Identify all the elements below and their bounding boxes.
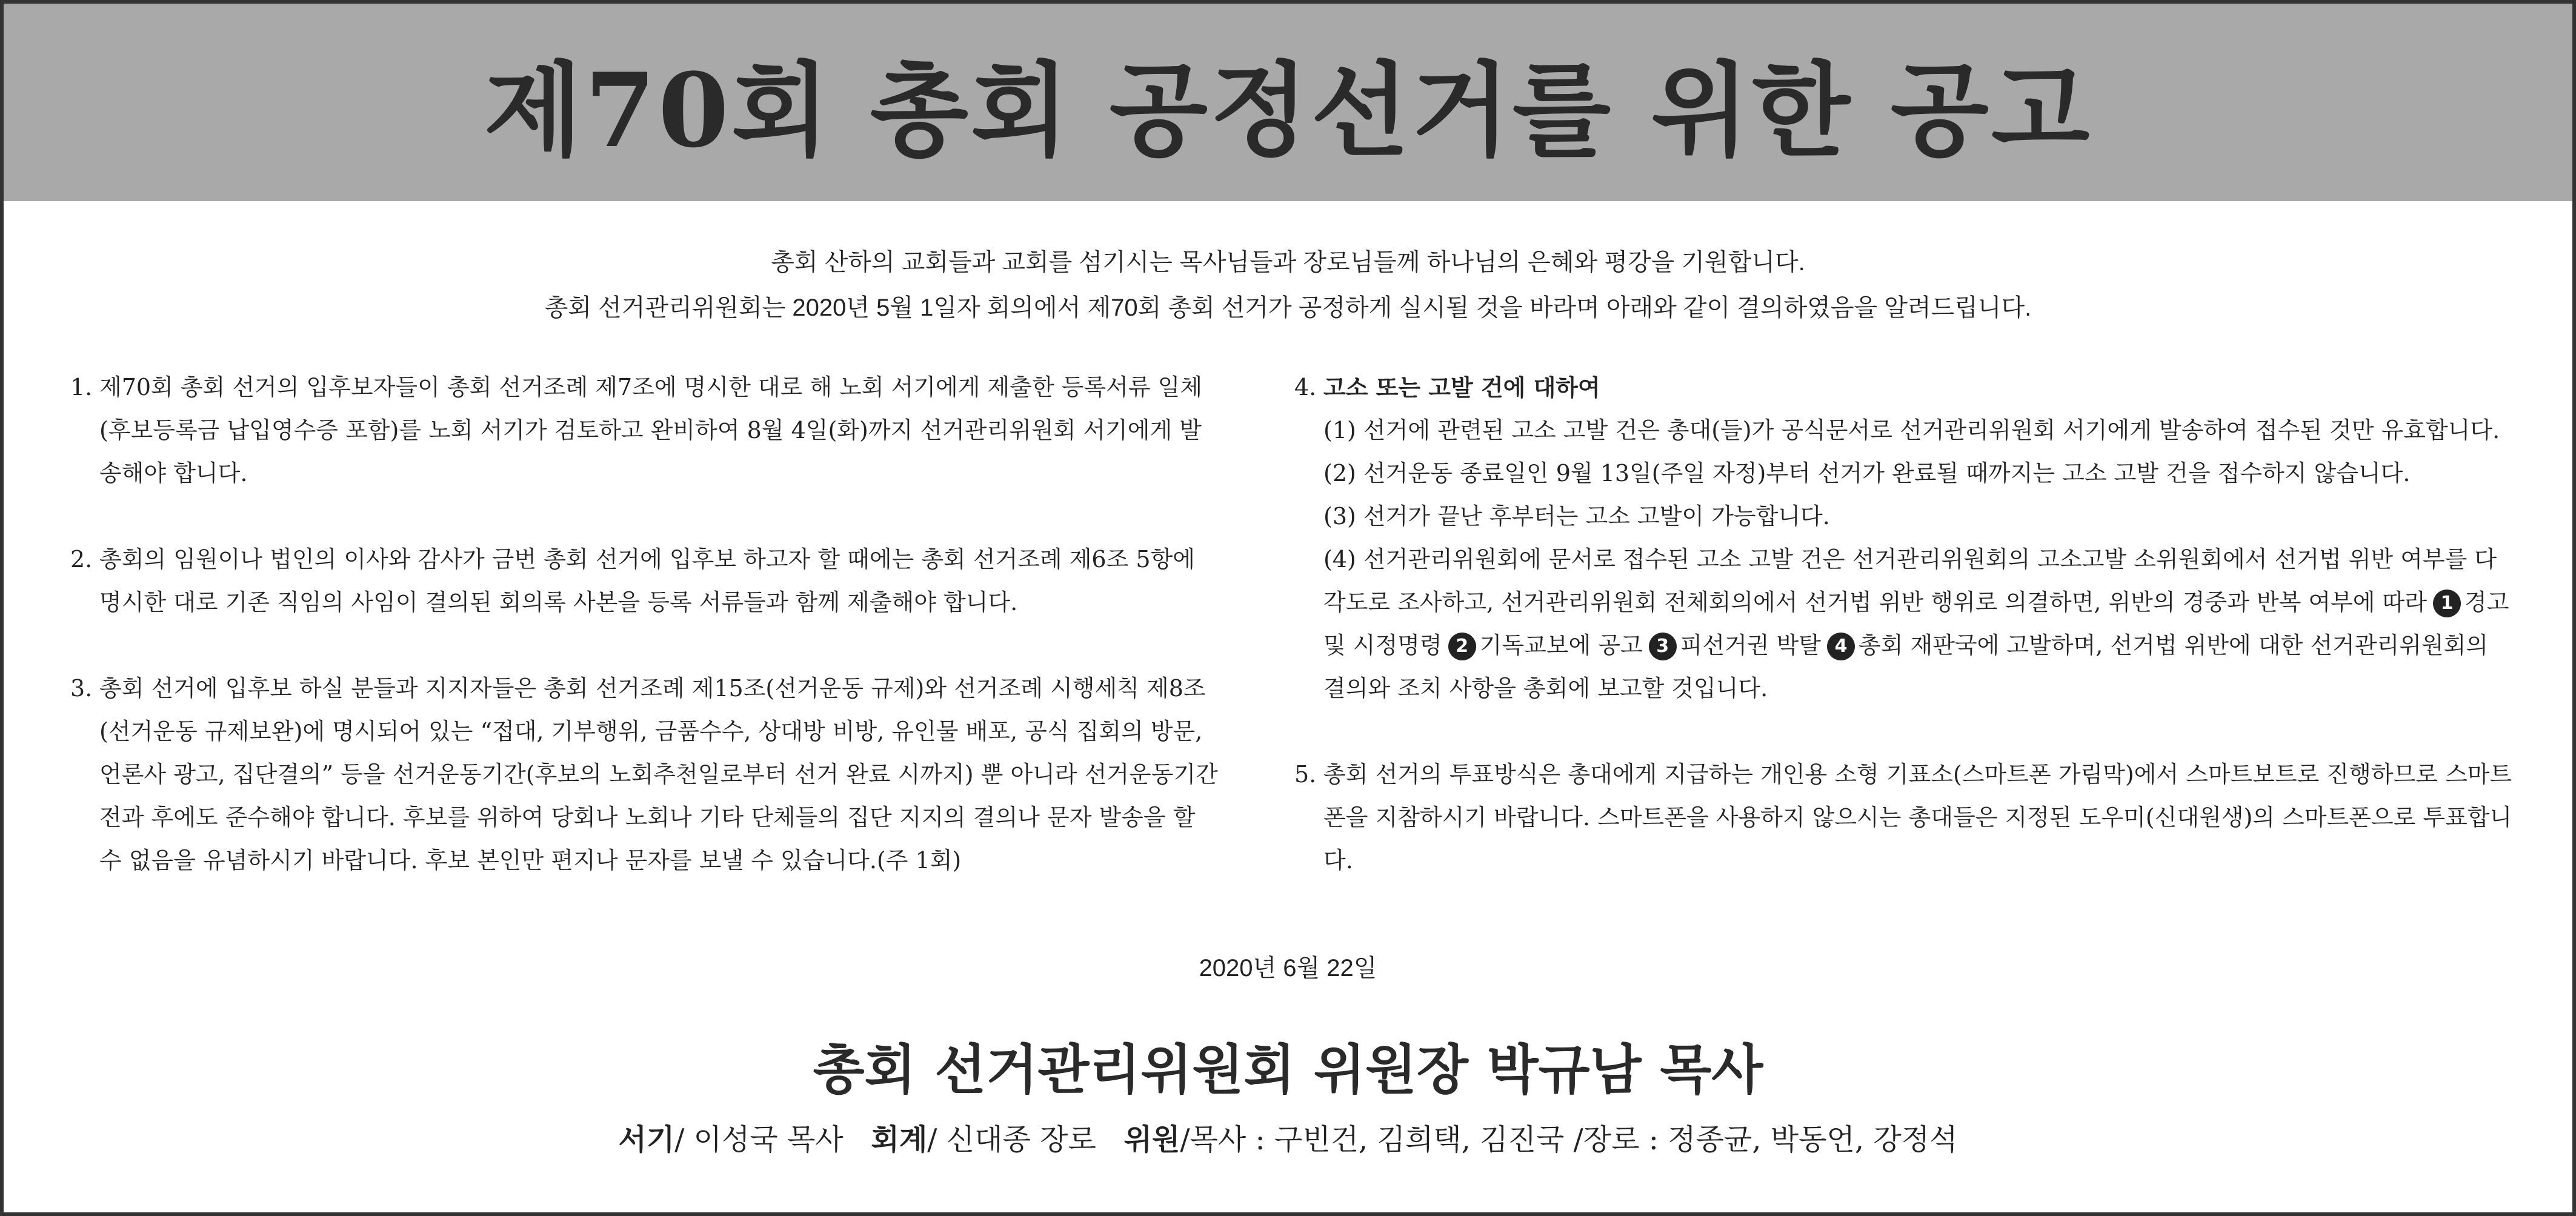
item-text: 총회 선거의 투표방식은 총대에게 지급하는 개인용 소형 기표소(스마트폰 가림막)에서 스마트보트로 진행하므로 스마트폰을 지참하시기 바랍니다. 스마트폰을 사용하지 않으시는 총대들은 지정된 도우미(신대원생)의 스마트폰으로 투표합니다.: [1323, 761, 2512, 874]
item-number: 1.: [70, 374, 93, 400]
notice-item-1: [70, 366, 1222, 495]
secretary-name: / 이성국 목사: [674, 1123, 844, 1157]
item-paragraph-2: (2) 선거운동 종료일인 9월 13일(주일 자정)부터 선거가 완료될 때까지는 고소 고발 건을 접수하지 않습니다.: [1323, 460, 2411, 487]
item-text: 제70회 총회 선거의 입후보자들이 총회 선거조례 제7조에 명시한 대로 해 노회 서기에게 제출한 등록서류 일체(후보등록금 납입영수증 포함)를 노회 서기가 검토하고 완비하여 8월 4일(화)까지 선거관리위원회 서기에게 발송해야 합니다.: [99, 374, 1203, 487]
item-number: 3.: [70, 675, 93, 702]
item-title: 고소 또는 고발 건에 대하여: [1323, 374, 1600, 401]
secretary-label: 서기: [618, 1123, 675, 1157]
circled-number-3-icon: 3: [1649, 633, 1677, 660]
signer-title: 총회 선거관리위원회 위원장 박규남 목사: [813, 1038, 1763, 1101]
notice-item-2: [70, 538, 1222, 624]
notice-title: 제70회 총회 공정선거를 위한 공고: [484, 50, 2092, 170]
item-paragraph-1: (1) 선거에 관련된 고소 고발 건은 총대(들)가 공식문서로 선거관리위원회 서기에게 발송하여 접수된 것만 유효합니다.: [1323, 417, 2500, 444]
treasurer-name: / 신대종 장로: [927, 1123, 1096, 1157]
paragraph-4-start: (4) 선거관리위원회에 문서로 접수된 고소 고발 건은 선거관리위원회의 고소고발 소위원회에서 선거법 위반 여부를 다각도로 조사하고, 선거관리위원회 전체회의에서 선거법 위반 행위로 의결하면, 위반의 경중과 반복 여부에 따라: [1323, 546, 2497, 616]
notice-item-4: [1294, 366, 2514, 710]
committee-names: /목사 : 구빈건, 김희택, 김진국 /장로 : 정종균, 박동언, 강정석: [1180, 1123, 1958, 1157]
item-paragraph-3: (3) 선거가 끝난 후부터는 고소 고발이 가능합니다.: [1323, 503, 1830, 530]
title-banner: [4, 4, 2572, 201]
measure-3: 피선거권 박탈: [1680, 632, 1821, 659]
notice-item-5: [1294, 753, 2514, 882]
committee-label: 위원: [1123, 1123, 1180, 1157]
paragraph-4-end: 선거법 위반에 대한 선거관리위원회의 결의와 조치 사항을 총회에 보고할 것입니다.: [1323, 632, 2488, 702]
measure-4: 총회 재판국에 고발하며,: [1859, 632, 2103, 659]
measure-2: 기독교보에 공고: [1479, 632, 1643, 659]
intro-text: [4, 240, 2572, 331]
circled-number-2-icon: 2: [1448, 633, 1476, 660]
circled-number-4-icon: 4: [1827, 633, 1855, 660]
committee-members: [4, 1116, 2572, 1158]
left-column: [70, 366, 1222, 882]
measure-1: 경고 및 시정명령: [1323, 589, 2509, 659]
treasurer-label: 회계: [871, 1123, 928, 1157]
item-number: 5.: [1294, 761, 1317, 788]
item-number: 4.: [1294, 374, 1317, 400]
item-number: 2.: [70, 546, 93, 573]
intro-line-1: 총회 산하의 교회들과 교회를 섬기시는 목사님들과 장로님들께 하나님의 은혜와 평강을 기원합니다.: [771, 249, 1805, 276]
intro-line-2: 총회 선거관리위원회는 2020년 5월 1일자 회의에서 제70회 총회 선거가 공정하게 실시될 것을 바라며 아래와 같이 결의하였음을 알려드립니다.: [544, 294, 2032, 321]
circled-number-1-icon: 1: [2433, 590, 2461, 617]
notice-item-3: [70, 667, 1222, 882]
item-text: 총회의 임원이나 법인의 이사와 감사가 금번 총회 선거에 입후보 하고자 할 때에는 총회 선거조례 제6조 5항에 명시한 대로 기존 직임의 사임이 결의된 회의록 사본을 등록 서류들과 함께 제출해야 합니다.: [99, 546, 1195, 616]
item-text: 총회 선거에 입후보 하실 분들과 지지자들은 총회 선거조례 제15조(선거운동 규제)와 선거조례 시행세칙 제8조(선거운동 규제보완)에 명시되어 있는 “접대, 기부행위, 금품수수, 상대방 비방, 유인물 배포, 공식 집회의 방문, 언론사 광고, 집단결의” 등을 선거운동기간(후보의 노회추천일로부터 선거 완료 시까지) 뿐 아니라 선거운동기간 전과 후에도 준수해야 합니다. 후보를 위하여 당회나 노회나 기타 단체들의 집단 지지의 결의나 문자 발송을 할 수 없음을 유념하시기 바랍니다. 후보 본인만 편지나 문자를 보낼 수 있습니다.(주 1회): [99, 675, 1218, 874]
notice-date: 2020년 6월 22일: [1199, 955, 1377, 982]
right-column: [1294, 366, 2514, 882]
item-paragraph-4: [1323, 538, 2514, 710]
